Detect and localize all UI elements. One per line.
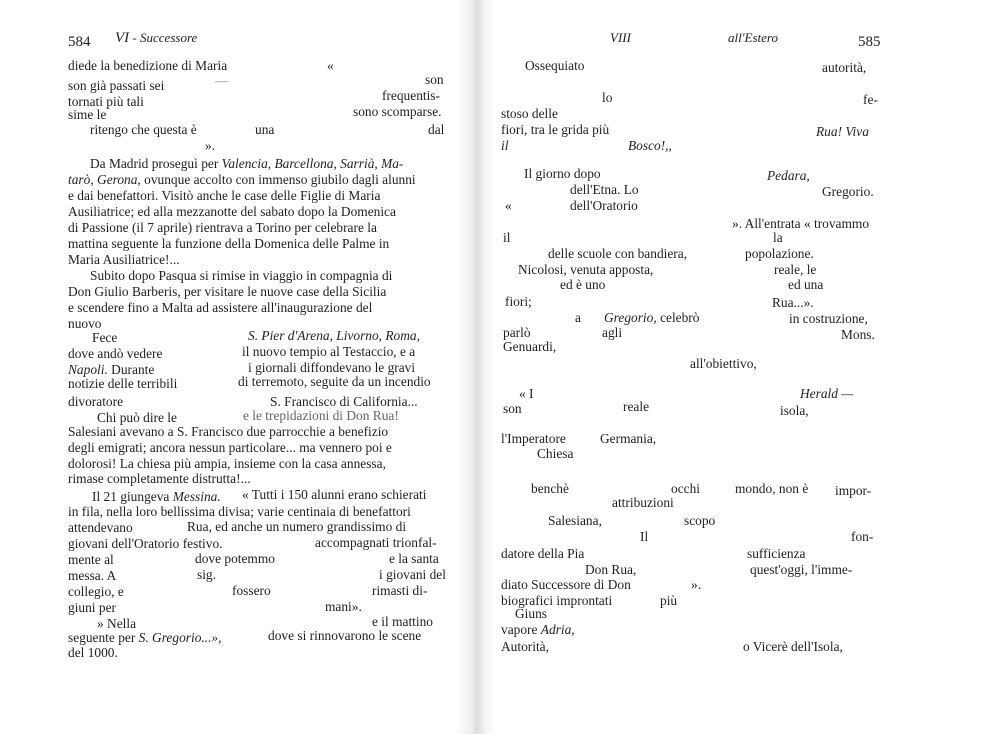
text-line: e la santa: [389, 551, 439, 566]
book-gutter: [455, 0, 495, 734]
text-line: diato Successore di Don: [501, 577, 631, 592]
text-line: divoratore: [68, 394, 124, 409]
text-line: Bosco!,,: [628, 138, 672, 153]
text-line: Genuardi,: [503, 339, 557, 354]
text-line: accompagnati trionfal-: [315, 535, 437, 550]
text-line: i giovani del: [379, 567, 446, 582]
text-line: stoso delle: [501, 106, 558, 121]
text-line: vapore Adria,: [501, 622, 575, 637]
text-line: delle scuole con bandiera,: [548, 246, 688, 261]
text-line: Mons.: [841, 327, 875, 342]
text-line: mattina seguente la funzione della Domenica delle Palme in: [68, 236, 390, 251]
text-line: all'obiettivo,: [690, 356, 757, 371]
text-line: » Nella: [97, 616, 137, 631]
text-line: Rua! Viva: [816, 124, 869, 139]
text-line: Autorità,: [501, 639, 549, 654]
text-line: mente al: [68, 552, 114, 567]
text-line: son già passati sei: [68, 78, 165, 93]
text-line: Il 21 giungeva Messina.: [92, 489, 221, 504]
text-line: la: [773, 230, 783, 245]
text-line: Nicolosi, venuta apposta,: [518, 262, 654, 277]
text-line: dolorosi! La chiesa più ampia, insieme con la casa annessa,: [68, 456, 386, 471]
text-line: seguente per S. Gregorio...»,: [68, 630, 222, 645]
text-line: S. Pier d'Arena, Livorno, Roma,: [248, 328, 420, 343]
text-line: in fila, nella loro bellissima divisa; varie centinaia di benefattori: [68, 504, 411, 519]
text-line: una: [255, 122, 275, 137]
text-line: sono scomparse.: [353, 104, 442, 119]
text-line: rimase completamente distrutta!...: [68, 471, 251, 486]
text-line: Napoli. Durante: [68, 362, 155, 377]
right-header-title: all'Estero: [728, 30, 778, 45]
text-line: dove andò vedere: [68, 346, 163, 361]
text-line: sime le: [68, 107, 107, 122]
text-line: fiori, tra le grida più: [501, 122, 610, 137]
text-line: Gregorio, celebrò: [604, 310, 700, 325]
text-line: ritengo che questa è: [90, 122, 197, 137]
text-line: mondo, non è: [735, 481, 809, 496]
text-line: dove si rinnovarono le scene: [268, 628, 422, 643]
text-line: Maria Ausiliatrice!...: [68, 252, 180, 267]
text-line: Ossequiato: [525, 58, 585, 73]
text-line: Germania,: [600, 431, 657, 446]
text-line: dell'Etna. Lo: [570, 182, 639, 197]
text-line: « I: [519, 386, 534, 401]
text-line: mani».: [325, 599, 362, 614]
text-line: —: [215, 73, 229, 88]
text-line: l'Imperatore: [501, 431, 566, 446]
text-line: datore della Pia: [501, 546, 585, 561]
text-line: Il giorno dopo: [524, 166, 601, 181]
text-line: i giornali diffondevano le gravi: [248, 360, 416, 375]
left-header-sep: -: [132, 30, 137, 45]
text-line: tornati più tali: [68, 94, 144, 109]
left-page: [0, 0, 460, 734]
left-running-header: [115, 30, 197, 47]
text-line: fiori;: [505, 294, 532, 309]
text-line: di Passione (il 7 aprile) rientrava a Torino per celebrare la: [68, 220, 377, 235]
text-line: ed una: [788, 277, 824, 292]
text-line: Ausiliatrice; ed alla mezzanotte del sabato dopo la Domenica: [68, 204, 396, 219]
text-line: il: [503, 230, 511, 245]
text-line: occhi: [671, 481, 700, 496]
text-line: isola,: [780, 403, 809, 418]
text-line: Subito dopo Pasqua si rimise in viaggio in compagnia di: [90, 268, 393, 283]
text-line: impor-: [835, 483, 872, 498]
text-line: Il: [640, 529, 649, 544]
text-line: Da Madrid proseguì per Valencia, Barcellona, Sarrià, Ma-: [90, 156, 404, 171]
text-line: notizie delle terribili: [68, 376, 178, 391]
text-line: attendevano: [68, 520, 133, 535]
text-line: messa. A: [68, 568, 117, 583]
text-line: reale, le: [774, 262, 817, 277]
text-line: ed è uno: [560, 277, 606, 292]
text-line: quest'oggi, l'imme-: [750, 562, 853, 577]
text-line: benchè: [531, 481, 569, 496]
text-line: dell'Oratorio: [570, 198, 638, 213]
text-line: parlò: [503, 325, 531, 340]
text-line: Rua, ed anche un numero grandissimo di: [187, 519, 407, 534]
text-line: «: [327, 58, 334, 73]
text-line: attribuzioni: [612, 495, 674, 510]
text-line: sig.: [197, 567, 216, 582]
text-line: lo: [602, 90, 613, 105]
right-header-chapter: VIII: [610, 30, 631, 45]
text-line: e il mattino: [372, 614, 433, 629]
text-line: degli emigrati; ancora nessun particolare... ma vennero poi e: [68, 440, 392, 455]
text-line: Salesiani avevano a S. Francisco due parrocchie a benefizio: [68, 424, 389, 439]
text-line: ».: [205, 138, 216, 153]
right-page-number: 585: [858, 34, 881, 50]
text-line: nuovo: [68, 316, 102, 331]
left-header-title: Successore: [140, 30, 198, 45]
text-line: e le trepidazioni di Don Rua!: [243, 408, 399, 423]
text-line: S. Francisco di California...: [270, 394, 418, 409]
text-line: giovani dell'Oratorio festivo.: [68, 536, 223, 551]
text-line: o Vicerè dell'Isola,: [743, 639, 843, 654]
text-line: Chi può dire le: [97, 410, 177, 425]
text-line: tarò, Gerona, ovunque accolto con immenso giubilo dagli alunni: [68, 172, 416, 187]
text-line: son: [425, 72, 444, 87]
text-line: ». All'entrata « trovammo: [732, 216, 870, 231]
text-line: ».: [691, 577, 702, 592]
text-line: reale: [623, 399, 650, 414]
text-line: a: [575, 310, 581, 325]
text-line: e scendere fino a Malta ad assistere all'inaugurazione del: [68, 300, 373, 315]
text-line: fon-: [851, 529, 874, 544]
text-line: Fece: [92, 330, 118, 345]
text-line: più: [660, 593, 678, 608]
text-line: dal: [428, 122, 445, 137]
text-line: il: [501, 138, 509, 153]
text-line: Rua...».: [772, 295, 814, 310]
left-header-chapter: VI: [115, 30, 130, 46]
right-page: [495, 0, 993, 734]
text-line: Don Giulio Barberis, per visitare le nuove case della Sicilia: [68, 284, 387, 299]
text-line: dove potemmo: [195, 551, 275, 566]
text-line: biografici improntati: [501, 593, 613, 608]
text-line: fossero: [232, 583, 271, 598]
text-line: frequentis-: [382, 88, 441, 103]
text-line: popolazione.: [745, 246, 814, 261]
text-line: del 1000.: [68, 645, 118, 660]
text-line: di terremoto, seguite da un incendio: [238, 374, 431, 389]
text-line: in costruzione,: [789, 311, 868, 326]
text-line: Herald —: [800, 386, 854, 401]
text-line: Chiesa: [537, 446, 574, 461]
text-line: son: [503, 401, 522, 416]
text-line: Gregorio.: [822, 184, 874, 199]
text-line: agli: [602, 325, 623, 340]
text-line: il nuovo tempio al Testaccio, e a: [242, 344, 416, 359]
text-line: Giuns: [515, 606, 547, 621]
text-line: Salesiana,: [548, 513, 602, 528]
text-line: collegio, e: [68, 584, 124, 599]
text-line: «: [505, 198, 512, 213]
text-line: rimasti di-: [372, 583, 428, 598]
text-line: diede la benedizione di Maria: [68, 58, 228, 73]
text-line: scopo: [684, 513, 716, 528]
text-line: giuni per: [68, 600, 116, 615]
text-line: autorità,: [822, 60, 867, 75]
text-line: Don Rua,: [585, 562, 637, 577]
text-line: fe-: [863, 92, 878, 107]
text-line: sufficienza: [747, 546, 806, 561]
text-line: Pedara,: [767, 168, 810, 183]
text-line: e dai benefattori. Visitò anche le case delle Figlie di Maria: [68, 188, 381, 203]
left-page-number: 584: [68, 34, 91, 50]
text-line: « Tutti i 150 alunni erano schierati: [242, 487, 427, 502]
